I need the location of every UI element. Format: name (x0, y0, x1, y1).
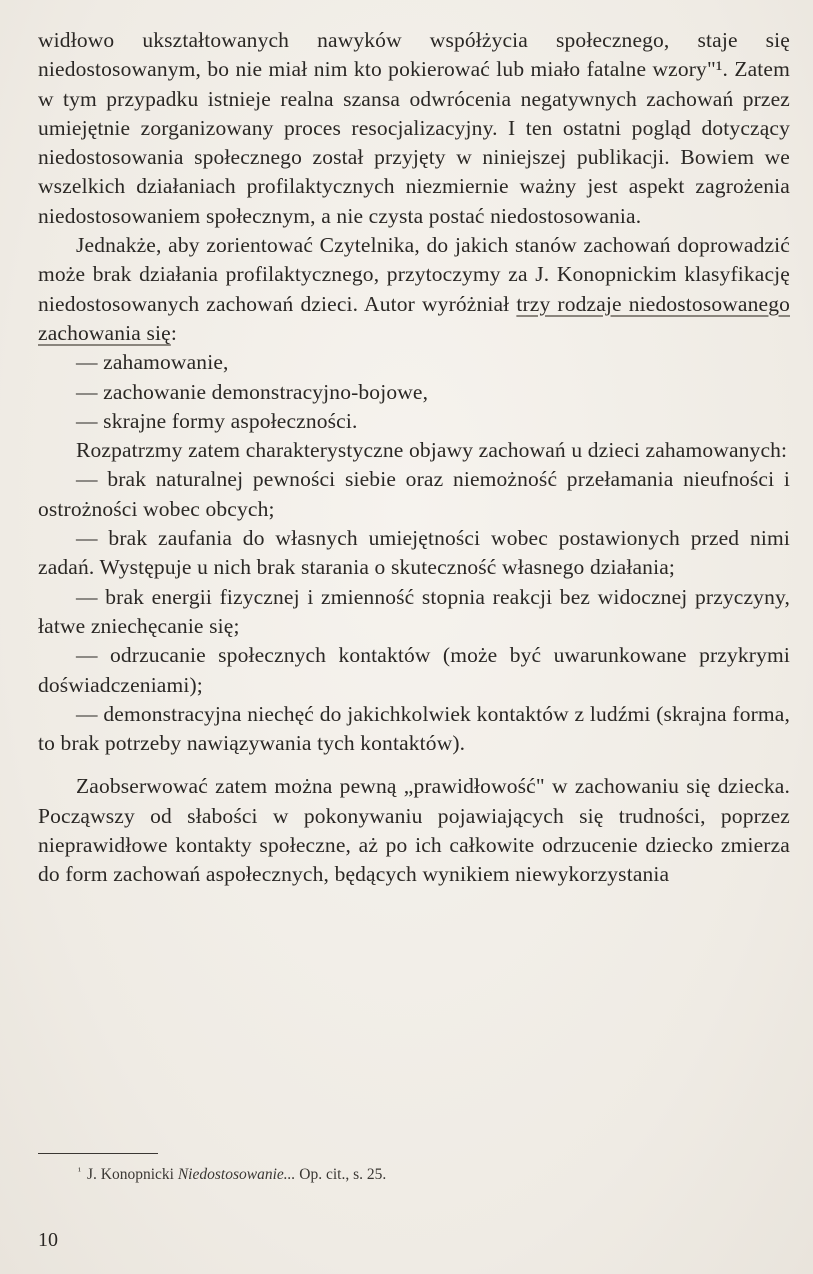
list-item: — odrzucanie społecznych kontaktów (może być uwarunkowane przykrymi doświadczeniami); (38, 643, 790, 697)
body-text (38, 26, 790, 890)
footnote (78, 1166, 386, 1184)
paragraph-2-underlined: trzy rodzaje niedostosowanego zachowania się (38, 291, 790, 345)
paragraph-3: Rozpatrzmy zatem charakterystyczne objawy zachowań u dzieci zahamowanych: (76, 438, 788, 463)
paragraph-2-text: Jednakże, aby zorientować Czytelnika, do jakich stanów zachowań doprowadzić może brak działania profilaktycznego, przytoczymy za J. Konopnickim klasyfikację niedostosowanych zachowań dzieci. Autor wyróżniał (38, 233, 790, 316)
list-item: — brak naturalnej pewności siebie oraz niemożność przełamania nieufności i ostrożności wobec obcych; (38, 467, 790, 521)
page-number: 10 (38, 1229, 58, 1251)
list-item: — zahamowanie, (76, 350, 229, 375)
paragraph-4: Zaobserwować zatem można pewną „prawidłowość" w zachowaniu się dziecka. Począwszy od słabości w pokonywaniu pojawiających się trudności, poprzez nieprawidłowe kontakty społeczne, aż po ich całkowite odrzucenie dziecko zmierza do form zachowań aspołecznych, będących wynikiem niewykorzystania (38, 774, 790, 887)
footnote-marker: ¹ (78, 1166, 81, 1177)
footnote-title: Niedostosowanie... (177, 1166, 296, 1183)
paragraph-2 (38, 231, 790, 348)
list-item: — demonstracyjna niechęć do jakichkolwiek kontaktów z ludźmi (skrajna forma, to brak potrzeby nawiązywania tych kontaktów). (38, 701, 790, 756)
list-item: — zachowanie demonstracyjno-bojowe, (76, 379, 429, 404)
footnote-author: J. Konopnicki (87, 1166, 174, 1183)
footnote-rule (38, 1153, 158, 1154)
list-item: — skrajne formy aspołeczności. (76, 408, 358, 433)
paragraph-1-text: widłowo ukształtowanych nawyków współżycia społecznego, staje się niedostosowanym, bo nie miał nim kto pokierować lub miało fatalne wzory"¹. Zatem w tym przypadku istnieje realna szansa odwrócenia negatywnych zachowań przez umiejętnie zorganizowany proces resocjalizacyjny. I ten ostatni pogląd dotyczący niedostosowania społecznego został przyjęty w niniejszej publikacji. Bowiem we wszelkich działaniach profilaktycznych niezmiernie ważny jest aspekt zagrożenia niedostosowaniem społecznym, a nie czysta postać niedostosowania. (38, 28, 790, 228)
list-item: — brak zaufania do własnych umiejętności wobec postawionych przed nimi zadań. Występuje u nich brak starania o skuteczność własnego działania; (38, 526, 790, 580)
paragraph-1 (38, 26, 790, 231)
paragraph-2-end: : (170, 320, 177, 345)
list-item: — brak energii fizycznej i zmienność stopnia reakcji bez widocznej przyczyny, łatwe zniechęcanie się; (38, 584, 790, 638)
footnote-ref: Op. cit., s. 25. (299, 1166, 387, 1183)
